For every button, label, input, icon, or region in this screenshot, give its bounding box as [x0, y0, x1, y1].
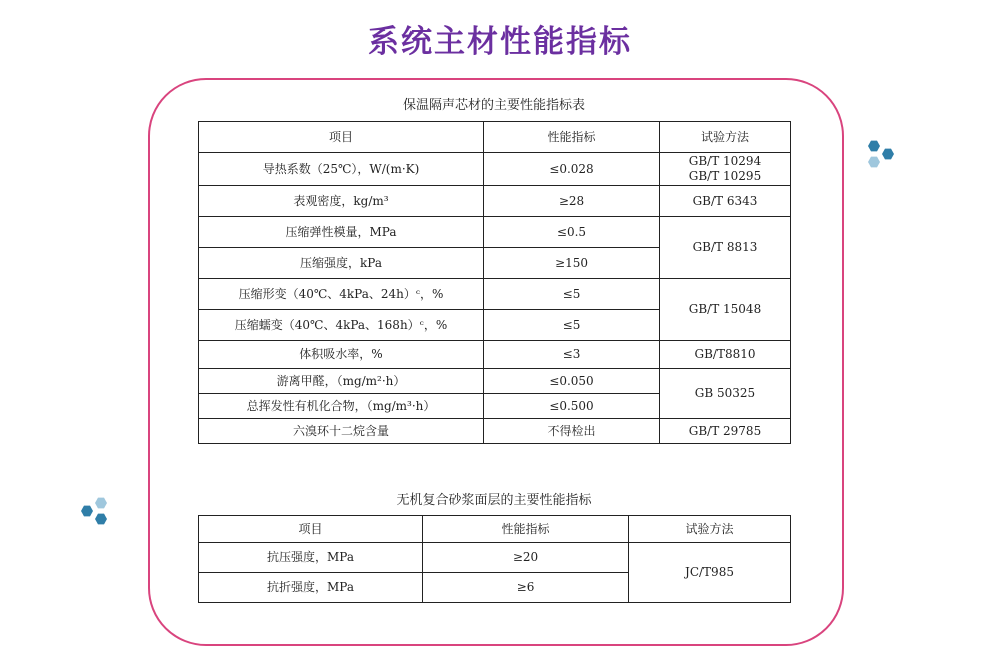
table-row [199, 186, 791, 217]
hexagon-icon [95, 497, 107, 509]
cell-value: ≤5 [484, 279, 660, 310]
mortar-layer-spec-table [198, 515, 791, 603]
cell-method: GB/T 15048 [660, 279, 791, 341]
cell-item: 压缩形变（40℃、4kPa、24h）ᶜ，% [199, 279, 484, 310]
hexagon-icon [868, 140, 880, 152]
cell-item: 总挥发性有机化合物，（mg/m³·h） [199, 394, 484, 419]
cell-item: 游离甲醛，（mg/m²·h） [199, 369, 484, 394]
cell-method: GB/T 8813 [660, 217, 791, 279]
cell-method: GB/T8810 [660, 341, 791, 369]
table-row [199, 279, 791, 310]
cell-item: 抗压强度，MPa [199, 543, 423, 573]
table2-caption: 无机复合砂浆面层的主要性能指标 [396, 493, 592, 508]
table-row [199, 217, 791, 248]
cell-value: ≤5 [484, 310, 660, 341]
cell-item: 压缩蠕变（40℃、4kPa、168h）ᶜ，% [199, 310, 484, 341]
cell-method [660, 153, 791, 186]
cell-value: ≤0.050 [484, 369, 660, 394]
table1-caption: 保温隔声芯材的主要性能指标表 [402, 98, 585, 113]
cell-value: ≤0.500 [484, 394, 660, 419]
cell-item: 表观密度，kg/m³ [199, 186, 484, 217]
core-material-spec-table [198, 121, 791, 444]
method-line: GB/T 10294 [688, 154, 762, 168]
table-row [199, 369, 791, 394]
table-row [199, 419, 791, 444]
cell-value: ≤0.028 [484, 153, 660, 186]
cell-value: ≥20 [423, 543, 629, 573]
cell-value: ≤0.5 [484, 217, 660, 248]
table1-header-method: 试验方法 [660, 122, 791, 153]
cell-value: 不得检出 [484, 419, 660, 444]
cell-value: ≥6 [423, 573, 629, 603]
cell-value: ≥150 [484, 248, 660, 279]
cell-item: 抗折强度，MPa [199, 573, 423, 603]
table1-header-value: 性能指标 [484, 122, 660, 153]
cell-method: GB/T 6343 [660, 186, 791, 217]
table-row [199, 543, 791, 573]
page-title: 系统主材性能指标 [368, 24, 632, 60]
hexagon-icon [95, 513, 107, 525]
table2-header-value: 性能指标 [423, 516, 629, 543]
cell-value: ≥28 [484, 186, 660, 217]
cell-method: GB 50325 [660, 369, 791, 419]
cell-item: 压缩弹性模量，MPa [199, 217, 484, 248]
cell-item: 导热系数（25℃），W/(m·K) [199, 153, 484, 186]
method-line: GB/T 10295 [688, 169, 762, 183]
cell-method: GB/T 29785 [660, 419, 791, 444]
hexagon-icon [81, 505, 93, 517]
cell-method: JC/T985 [629, 543, 791, 603]
table-row [199, 153, 791, 186]
cell-value: ≤3 [484, 341, 660, 369]
hexagon-icon [868, 156, 880, 168]
table-row [199, 341, 791, 369]
table2-header-item: 项目 [199, 516, 423, 543]
table1-header-item: 项目 [199, 122, 484, 153]
cell-item: 六溴环十二烷含量 [199, 419, 484, 444]
cell-item: 体积吸水率，% [199, 341, 484, 369]
table2-header-method: 试验方法 [629, 516, 791, 543]
cell-item: 压缩强度，kPa [199, 248, 484, 279]
hexagon-icon [882, 148, 894, 160]
